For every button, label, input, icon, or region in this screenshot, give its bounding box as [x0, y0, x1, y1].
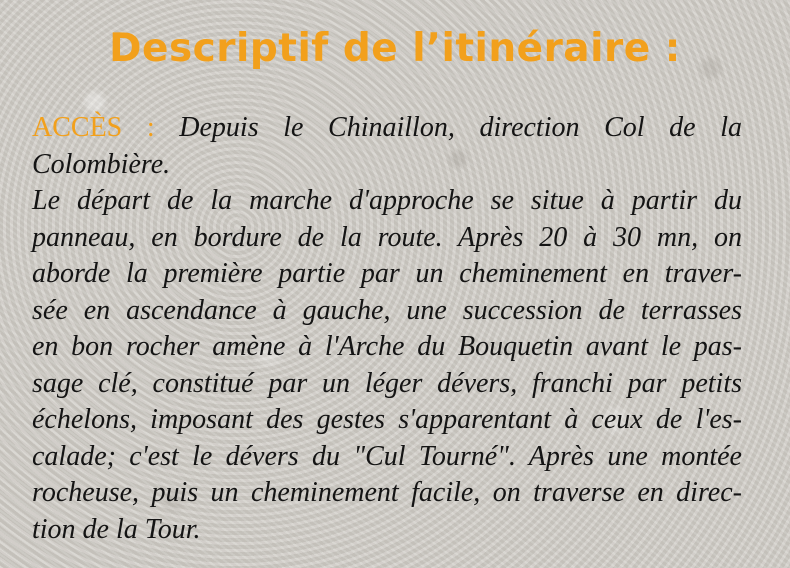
text-line-9: échelons, imposant des gestes s'apparentant à ceux de l'es-: [32, 404, 742, 435]
text-line-11: rocheuse, puis un cheminement facile, on traverse en direc-: [32, 477, 742, 508]
itinerary-description: [32, 110, 742, 548]
text-line-2: Colombière.: [32, 148, 171, 180]
text-line-3: Le départ de la marche d'approche se situe à partir du: [32, 185, 742, 216]
text-line-12: tion de la Tour.: [32, 513, 201, 545]
text-line-1: Depuis le Chinaillon, direction Col de la: [154, 112, 742, 143]
page-title: Descriptif de l’itinéraire :: [109, 26, 681, 71]
text-line-7: en bon rocher amène à l'Arche du Bouquetin avant le pas-: [32, 331, 742, 362]
access-line: [32, 110, 742, 147]
text-line-4: panneau, en bordure de la route. Après 20 à 30 mn, on: [32, 221, 742, 253]
text-line-10: calade; c'est le dévers du "Cul Tourné". Après une montée: [32, 440, 742, 472]
text-line-8: sage clé, constitué par un léger dévers, franchi par petits: [32, 367, 742, 399]
access-label: ACCÈS :: [32, 112, 155, 143]
text-line-6: sée en ascendance à gauche, une succession de terrasses: [32, 294, 742, 326]
text-line-5: aborde la première partie par un cheminement en traver-: [32, 258, 742, 289]
